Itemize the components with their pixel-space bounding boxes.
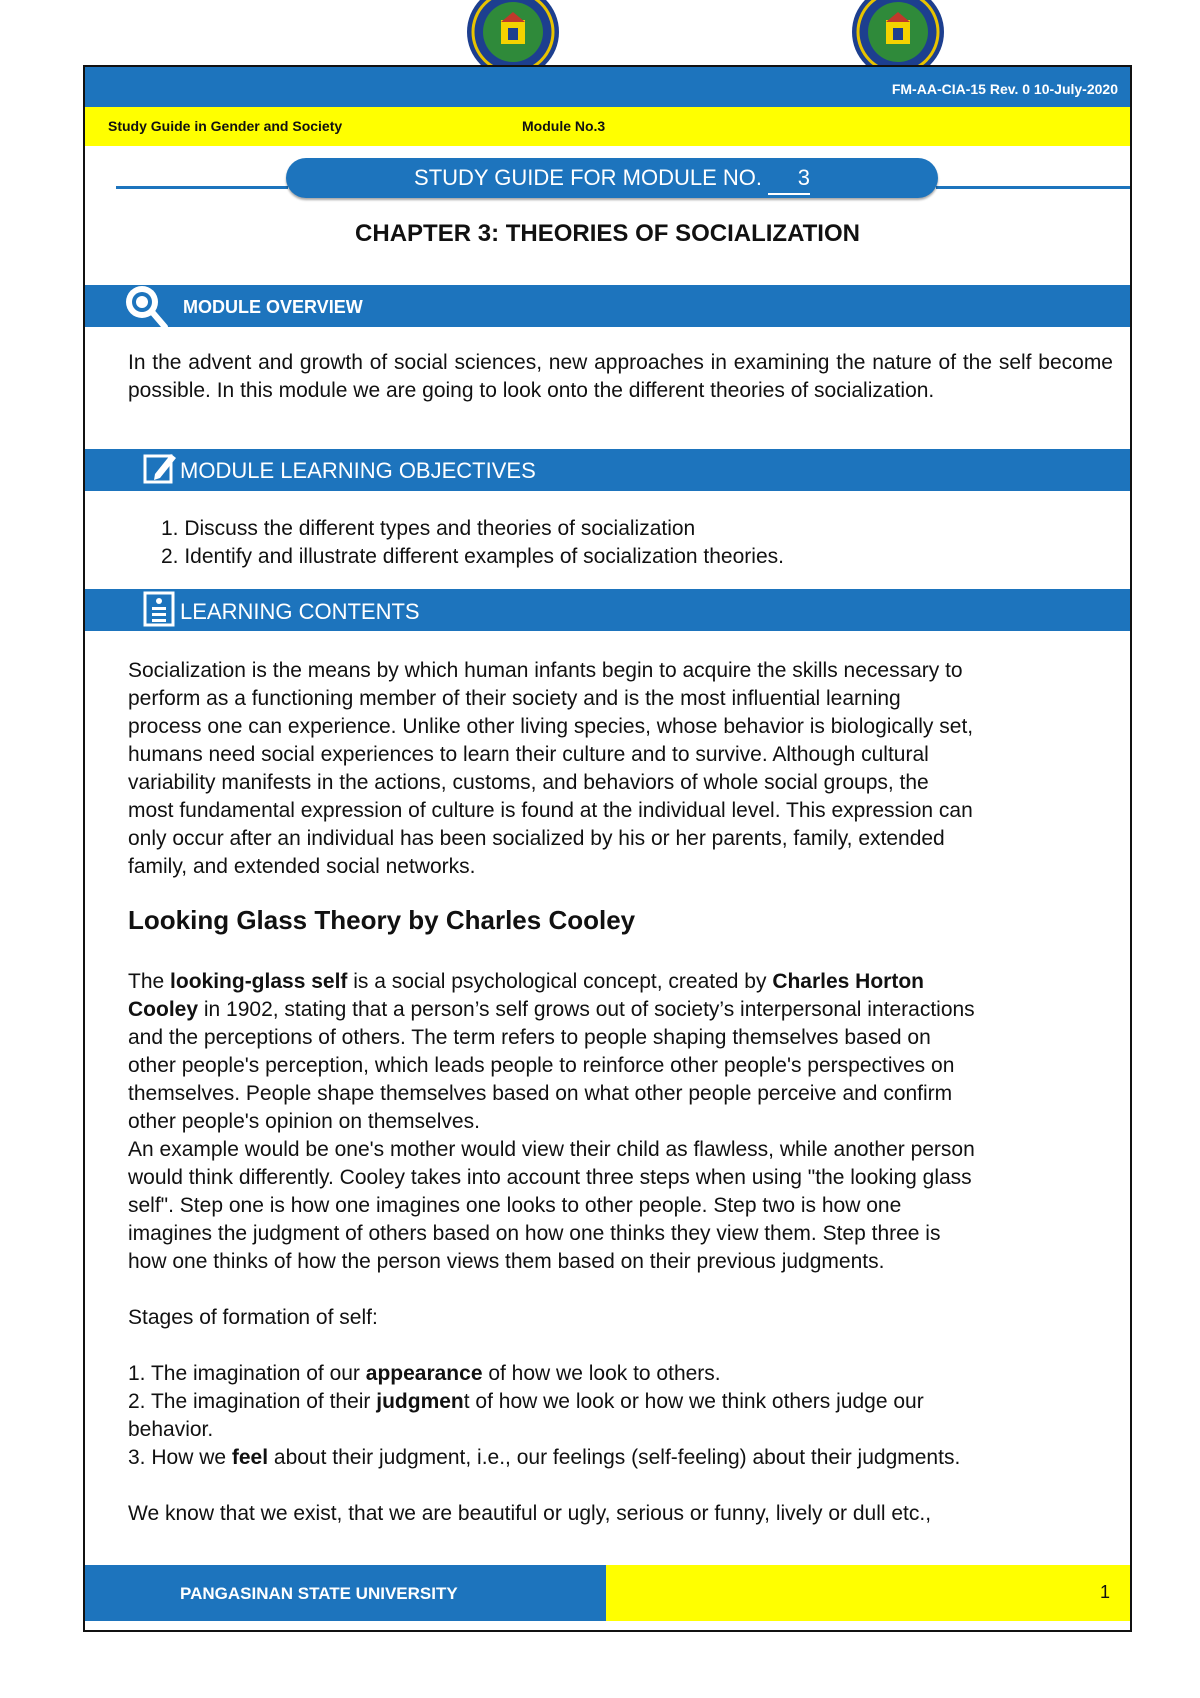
text-line: other people's opinion on themselves.	[128, 1110, 480, 1133]
text-line: most fundamental expression of culture is found at the individual level. This expression can	[128, 799, 973, 822]
stage-item	[128, 1388, 1113, 1416]
closing-line: We know that we exist, that we are beautiful or ugly, serious or funny, lively or dull etc.,	[128, 1502, 932, 1525]
magnifier-icon	[123, 283, 169, 331]
text-run: 1. The imagination of our	[128, 1362, 366, 1385]
text-line: imagines the judgment of others based on how one thinks they view them. Step three is	[128, 1222, 941, 1245]
pencil-edit-icon	[143, 450, 177, 486]
text-line: self". Step one is how one imagines one looks to other people. Step two is how one	[128, 1194, 902, 1217]
key-term: looking-glass self	[170, 970, 348, 993]
text-line	[128, 996, 1113, 1024]
text-line: would think differently. Cooley takes into account three steps when using "the looking glass	[128, 1166, 972, 1189]
text-line: process one can experience. Unlike other living species, whose behavior is biologically set,	[128, 715, 974, 738]
text-line: only occur after an individual has been socialized by his or her parents, family, extended	[128, 827, 945, 850]
text-run: 2. The imagination of their	[128, 1390, 377, 1413]
text-line: family, and extended social networks.	[128, 855, 476, 878]
text-run: is a social psychological concept, created by	[347, 970, 773, 993]
text-line: Socialization is the means by which human infants begin to acquire the skills necessary to	[128, 659, 963, 682]
text-run: in 1902, stating that a person’s self grows out of society’s interpersonal interactions	[198, 998, 975, 1021]
form-code: FM-AA-CIA-15 Rev. 0 10-July-2020	[891, 81, 1118, 97]
text-line: variability manifests in the actions, customs, and behaviors of whole social groups, the	[128, 771, 929, 794]
author-name: Cooley	[128, 998, 199, 1021]
author-name: Charles Horton	[772, 970, 924, 993]
text-line: and the perceptions of others. The term refers to people shaping themselves based on	[128, 1026, 931, 1049]
study-guide-banner	[286, 158, 938, 198]
contents-title: LEARNING CONTENTS	[180, 599, 420, 624]
study-guide-number: 3	[768, 163, 810, 195]
overview-text: In the advent and growth of social sciences, new approaches in examining the nature of the self become possible. In this module we are going to look onto the different theories of socialization.	[128, 351, 1113, 402]
text-line: other people's perception, which leads people to reinforce other people's perspectives on	[128, 1054, 955, 1077]
university-seal-left	[463, 0, 563, 66]
text-run: about their judgment, i.e., our feelings (self-feeling) about their judgments.	[268, 1446, 961, 1469]
key-term: judgmen	[376, 1390, 464, 1413]
objective-item: 2. Identify and illustrate different examples of socialization theories.	[161, 545, 784, 568]
objectives-title: MODULE LEARNING OBJECTIVES	[180, 458, 536, 483]
text-run: 3. How we	[128, 1446, 232, 1469]
objective-item: 1. Discuss the different types and theories of socialization	[161, 517, 696, 540]
key-term: appearance	[365, 1362, 483, 1385]
text-line: perform as a functioning member of their society and is the most influential learning	[128, 687, 901, 710]
overview-title: MODULE OVERVIEW	[183, 297, 363, 317]
text-line: how one thinks of how the person views them based on their previous judgments.	[128, 1250, 885, 1273]
course-title: Study Guide in Gender and Society	[108, 118, 343, 134]
text-line: humans need social experiences to learn their culture and to survive. Although cultural	[128, 743, 929, 766]
overview-bar	[85, 285, 1130, 327]
contents-bar	[85, 589, 1130, 631]
section-heading: Looking Glass Theory by Charles Cooley	[128, 905, 636, 935]
text-run: of how we look to others.	[482, 1362, 721, 1385]
university-seal-right	[848, 0, 948, 66]
header-bar	[85, 67, 1130, 107]
stage-item	[128, 1360, 1113, 1388]
objectives-bar	[85, 449, 1130, 491]
objectives-list	[161, 515, 784, 571]
text-run: The	[128, 970, 171, 993]
footer-university-bar	[85, 1565, 606, 1621]
chapter-title: CHAPTER 3: THEORIES OF SOCIALIZATION	[355, 220, 860, 247]
document-icon	[143, 591, 177, 627]
looking-glass-paragraph	[128, 968, 1113, 1528]
study-guide-label: STUDY GUIDE FOR MODULE NO.	[414, 165, 762, 190]
text-run: t of how we look or how we think others judge our	[463, 1390, 924, 1413]
page-number: 1	[1099, 1582, 1110, 1602]
key-term: feel	[231, 1446, 269, 1469]
banner-line-right	[936, 186, 1130, 189]
university-name: PANGASINAN STATE UNIVERSITY	[180, 1584, 458, 1603]
course-bar	[85, 107, 1130, 146]
banner-line-left	[116, 186, 288, 189]
socialization-paragraph	[128, 657, 1113, 881]
stage-item	[128, 1444, 1113, 1472]
footer-page-bar	[606, 1565, 1130, 1621]
module-number: Module No.3	[522, 118, 606, 134]
text-line: An example would be one's mother would view their child as flawless, while another person	[128, 1138, 975, 1161]
text-line: behavior.	[128, 1418, 214, 1441]
text-line: themselves. People shape themselves based on what other people perceive and confirm	[128, 1082, 953, 1105]
stages-title: Stages of formation of self:	[128, 1306, 378, 1329]
text-line	[128, 968, 1113, 996]
